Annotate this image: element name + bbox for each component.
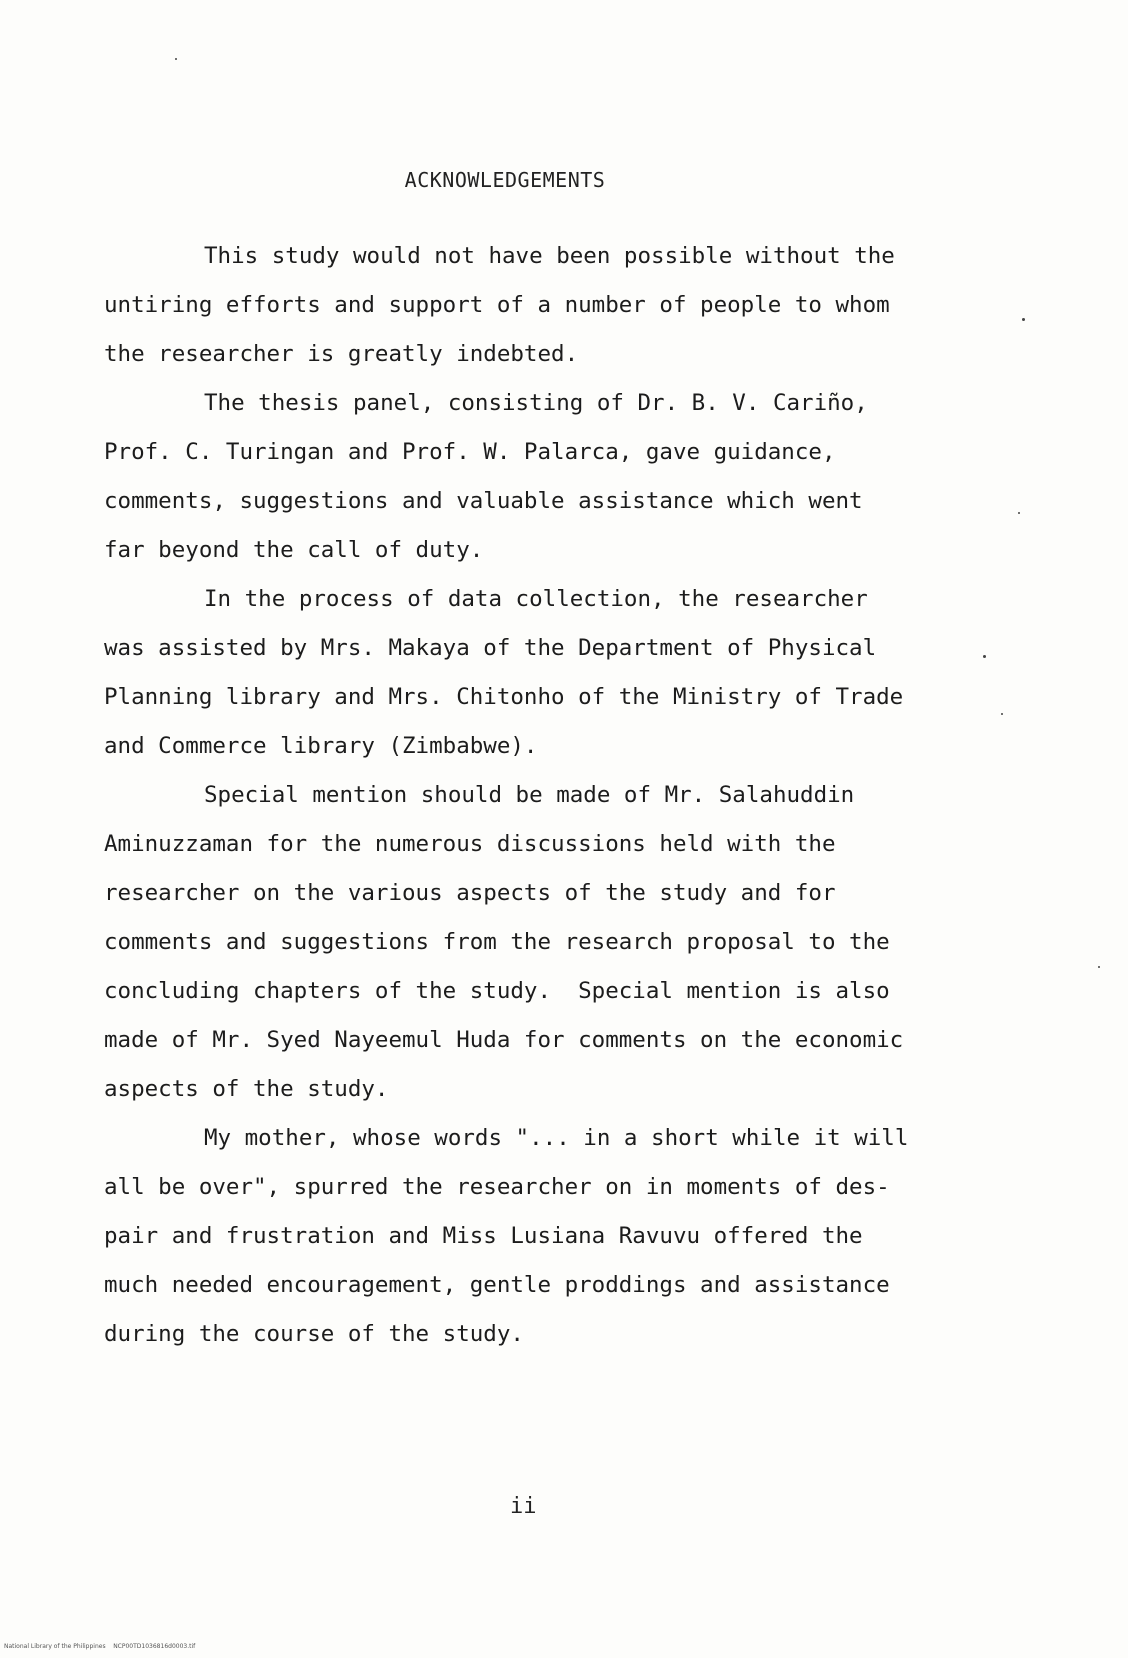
text-line: was assisted by Mrs. Makaya of the Department of Physical xyxy=(104,635,877,661)
text-line: Planning library and Mrs. Chitonho of the Ministry of Trade xyxy=(104,684,904,710)
scan-speck xyxy=(1018,512,1020,514)
text-line: all be over", spurred the researcher on in moments of des- xyxy=(104,1174,890,1200)
text-line: Special mention should be made of Mr. Salahuddin xyxy=(204,782,855,808)
text-line: My mother, whose words "... in a short while it will xyxy=(204,1125,909,1151)
text-line: concluding chapters of the study. Special mention is also xyxy=(104,978,890,1004)
text-line: In the process of data collection, the researcher xyxy=(204,586,868,612)
text-line: during the course of the study. xyxy=(104,1321,524,1347)
acknowledgements-body xyxy=(104,232,934,1359)
scan-footer-stamp: National Library of the Philippines NCP00TD1036816d0003.tif xyxy=(4,1643,196,1650)
text-line: The thesis panel, consisting of Dr. B. V. Cariño, xyxy=(204,390,868,416)
text-line: researcher on the various aspects of the study and for xyxy=(104,880,836,906)
page-title: ACKNOWLEDGEMENTS xyxy=(404,168,606,192)
scan-speck xyxy=(1022,318,1025,321)
text-line: Aminuzzaman for the numerous discussions held with the xyxy=(104,831,836,857)
text-line: far beyond the call of duty. xyxy=(104,537,484,563)
text-line: comments, suggestions and valuable assistance which went xyxy=(104,488,863,514)
text-line: aspects of the study. xyxy=(104,1076,389,1102)
scan-speck xyxy=(1098,966,1100,968)
text-line: untiring efforts and support of a number of people to whom xyxy=(104,292,890,318)
text-line: and Commerce library (Zimbabwe). xyxy=(104,733,538,759)
text-line: This study would not have been possible without the xyxy=(204,243,895,269)
page-number: ii xyxy=(510,1494,537,1519)
scan-speck xyxy=(1001,713,1003,715)
text-line: the researcher is greatly indebted. xyxy=(104,341,579,367)
text-line: comments and suggestions from the research proposal to the xyxy=(104,929,890,955)
scan-speck xyxy=(983,655,986,658)
text-line: Prof. C. Turingan and Prof. W. Palarca, gave guidance, xyxy=(104,439,836,465)
text-line: made of Mr. Syed Nayeemul Huda for comments on the economic xyxy=(104,1027,904,1053)
text-line: pair and frustration and Miss Lusiana Ravuvu offered the xyxy=(104,1223,863,1249)
scan-speck xyxy=(175,58,177,60)
text-line: much needed encouragement, gentle proddings and assistance xyxy=(104,1272,890,1298)
